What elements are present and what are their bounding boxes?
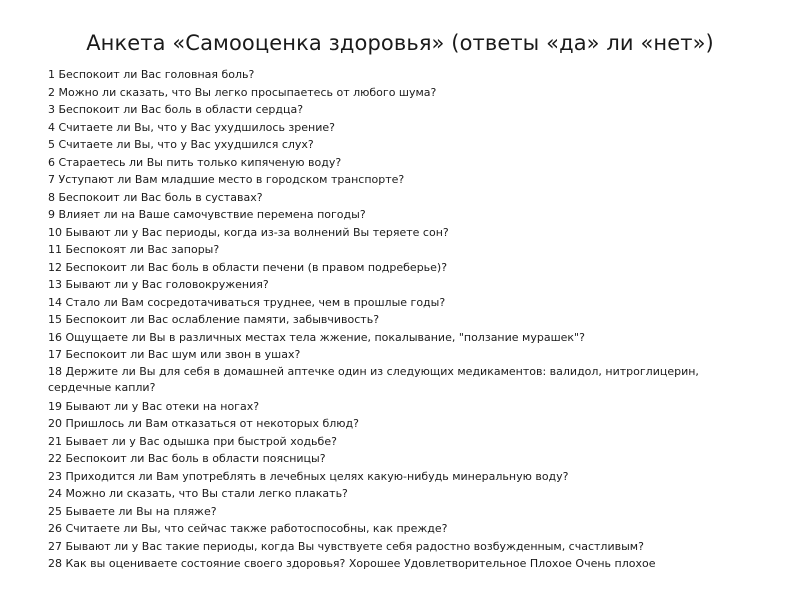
question-item: 4 Считаете ли Вы, что у Вас ухудшилось зрение? [48,120,335,134]
question-item: 11 Беспокоят ли Вас запоры? [48,243,220,256]
question-item: 13 Бывают ли у Вас головокружения? [48,278,269,291]
question-item: 25 Бываете ли Вы на пляже? [48,504,217,518]
question-item: 12 Беспокоит ли Вас боль в области печени (в правом подреберье)? [48,260,448,274]
question-item: 15 Беспокоит ли Вас ослабление памяти, забывчивость? [48,313,380,326]
question-item: 5 Считаете ли Вы, что у Вас ухудшился слух? [48,138,314,151]
question-item: 28 Как вы оцениваете состояние своего здоровья? Хорошее Удовлетворительное Плохое Очень плохое [48,557,656,570]
question-item: 26 Считаете ли Вы, что сейчас также работоспособны, как прежде? [48,522,448,535]
question-item: 10 Бывают ли у Вас периоды, когда из-за волнений Вы теряете сон? [48,225,449,239]
question-item: 7 Уступают ли Вам младшие место в городском транспорте? [48,173,405,186]
question-item: 21 Бывает ли у Вас одышка при быстрой ходьбе? [48,434,337,448]
question-item: 24 Можно ли сказать, что Вы стали легко плакать? [48,487,348,500]
question-item: 18 Держите ли Вы для себя в домашней аптечке один из следующих медикаментов: валидол, нитроглицерин, сердечные капли? [48,364,699,394]
question-item: 3 Беспокоит ли Вас боль в области сердца? [48,103,304,116]
question-item: 6 Стараетесь ли Вы пить только кипяченую воду? [48,155,342,169]
question-item: 22 Беспокоит ли Вас боль в области поясницы? [48,452,326,465]
question-item: 17 Беспокоит ли Вас шум или звон в ушах? [48,348,301,361]
question-item: 2 Можно ли сказать, что Вы легко просыпаетесь от любого шума? [48,85,437,99]
question-item: 8 Беспокоит ли Вас боль в суставах? [48,190,263,204]
question-item: 14 Стало ли Вам сосредотачиваться труднее, чем в прошлые годы? [48,295,446,309]
question-item: 19 Бывают ли у Вас отеки на ногах? [48,399,260,413]
question-list [48,66,738,573]
question-item: 20 Пришлось ли Вам отказаться от некоторых блюд? [48,417,359,430]
question-item: 9 Влияет ли на Ваше самочувствие перемена погоды? [48,208,366,221]
question-item: 16 Ощущаете ли Вы в различных местах тела жжение, покалывание, "ползание мурашек"? [48,330,585,344]
question-item: 27 Бывают ли у Вас такие периоды, когда Вы чувствуете себя радостно возбужденным, счастливым? [48,539,644,553]
question-item: 1 Беспокоит ли Вас головная боль? [48,68,255,81]
page-title: Анкета «Самооценка здоровья» (ответы «да» ли «нет») [86,31,714,55]
question-item: 23 Приходится ли Вам употреблять в лечебных целях какую-нибудь минеральную воду? [48,469,569,483]
